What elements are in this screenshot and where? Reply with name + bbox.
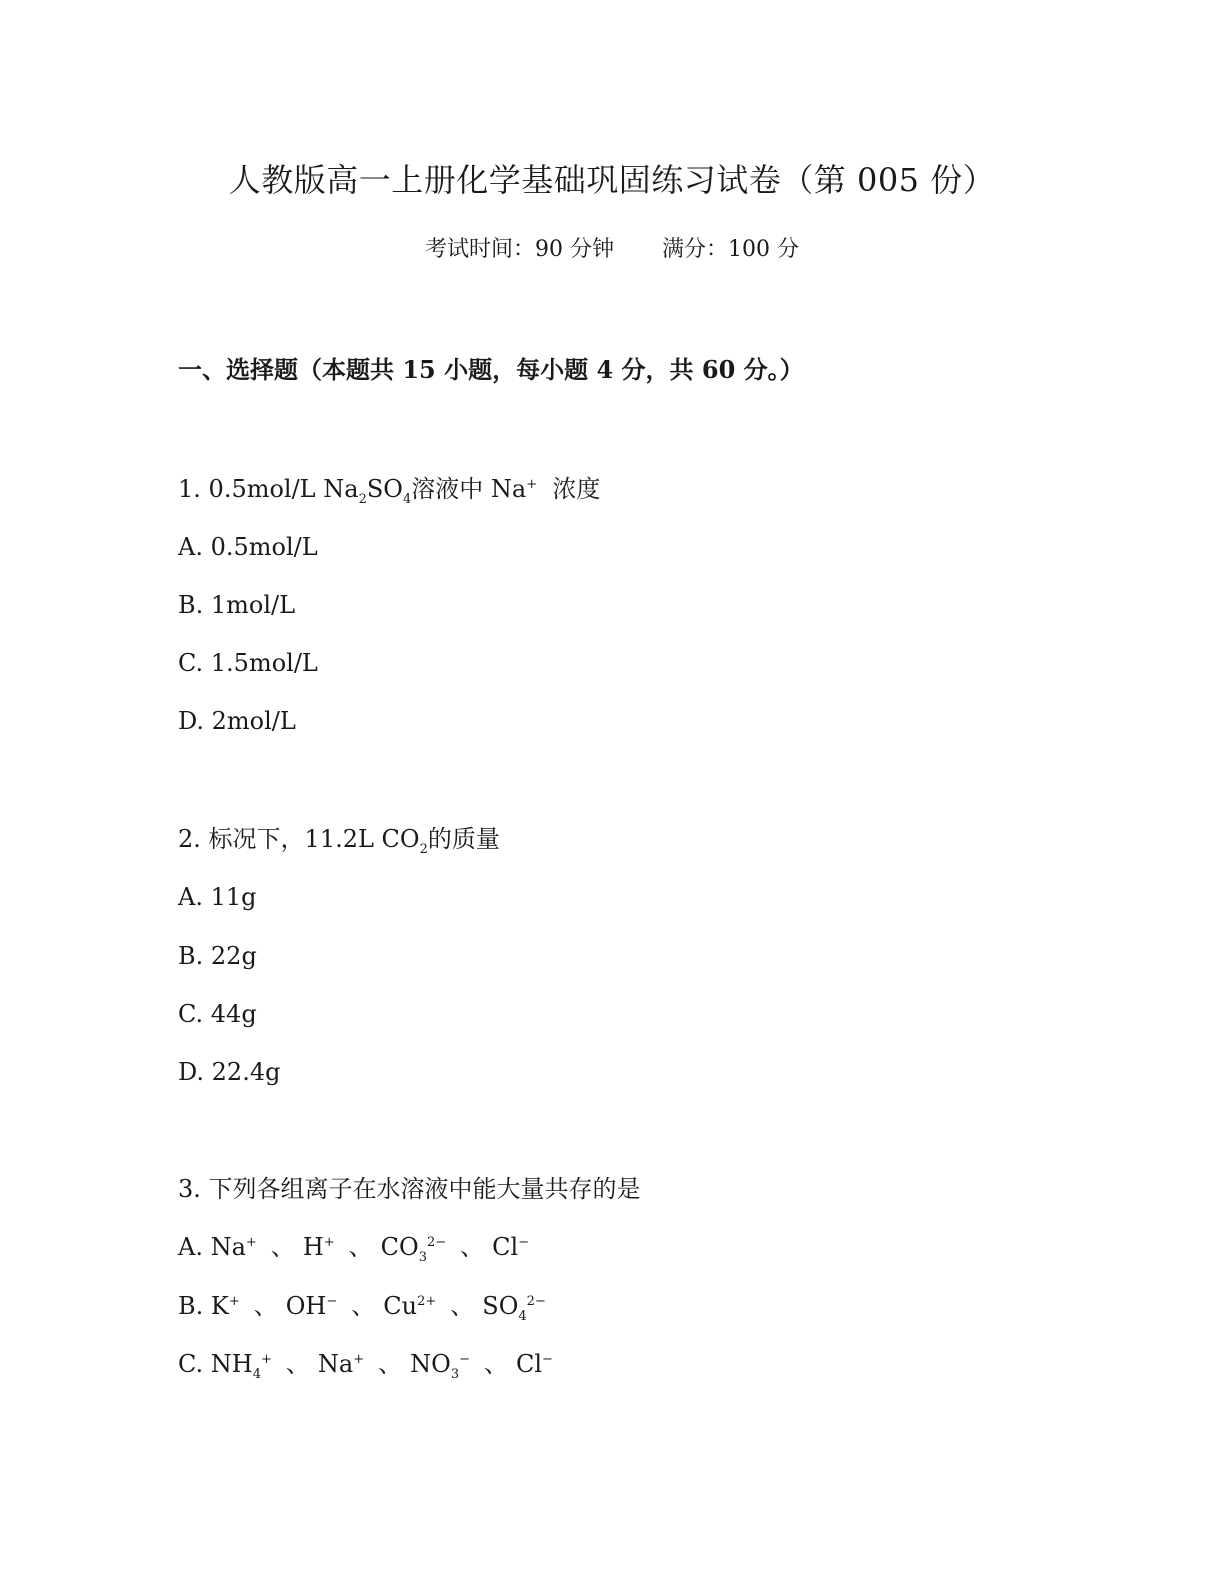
question-3-stem [178, 1172, 641, 1206]
ion: Na+ [210, 1233, 257, 1261]
option-text: 11g [210, 883, 257, 911]
question-1-stem [178, 472, 600, 506]
section-heading: 一、选择题（本题共 15 小题，每小题 4 分，共 60 分。） [178, 355, 804, 384]
q3-option-b[interactable] [178, 1289, 546, 1323]
q1-sub-a: 2 [358, 491, 367, 507]
ion-separator: 、 [450, 1292, 475, 1320]
ion-separator: 、 [484, 1350, 508, 1378]
ion: Cl− [492, 1233, 530, 1261]
ion: H+ [302, 1233, 335, 1261]
ion: OH− [285, 1292, 338, 1320]
q2-option-c[interactable] [178, 997, 257, 1031]
ion-separator: 、 [460, 1233, 485, 1261]
q1-text-b: SO [366, 475, 403, 503]
ion: $NO_3^-$ [410, 1350, 470, 1382]
option-text: 44g [210, 1000, 257, 1028]
option-text: 22.4g [211, 1058, 281, 1086]
q1-text-a: 0.5mol/L Na [208, 475, 359, 503]
q3-option-c[interactable] [178, 1347, 553, 1381]
q1-text-c: 溶液中 Na [411, 475, 527, 503]
q2-option-d[interactable] [178, 1055, 280, 1089]
option-key: A. [178, 1233, 203, 1261]
option-text: 1mol/L [210, 591, 296, 619]
ion-separator: 、 [351, 1292, 376, 1320]
exam-time-unit: 分钟 [569, 237, 614, 262]
ion: Cl− [516, 1350, 553, 1378]
question-2-stem [178, 822, 500, 856]
q3-option-a[interactable] [178, 1230, 529, 1264]
ion-separator: 、 [285, 1350, 310, 1378]
q1-text-d: 浓度 [552, 475, 601, 503]
ion: $CO_3^{2-}$ [380, 1233, 447, 1265]
q2-sub-a: 2 [419, 841, 428, 857]
q3-stem-text: 下列各组离子在水溶液中能大量共存的是 [208, 1175, 641, 1203]
q1-option-d[interactable] [178, 704, 296, 738]
ion: K+ [210, 1292, 240, 1320]
ion-separator: 、 [270, 1233, 295, 1261]
question-number: 2. [178, 825, 201, 853]
q1-option-a[interactable] [178, 530, 318, 564]
option-key: D. [178, 1058, 205, 1086]
page-title: 人教版高一上册化学基础巩固练习试卷（第 005 份） [228, 161, 996, 199]
option-key: B. [178, 591, 204, 619]
q1-option-b[interactable] [178, 588, 295, 622]
option-key: A. [178, 533, 203, 561]
option-key: B. [178, 1292, 204, 1320]
ion: $Cu^{2+}$ [383, 1292, 437, 1320]
option-key: C. [178, 1000, 204, 1028]
exam-time-value: 90 [534, 237, 563, 262]
q1-sub-b: 4 [402, 491, 412, 507]
option-text: 0.5mol/L [210, 533, 318, 561]
q2-text-b: 的质量 [427, 825, 500, 853]
question-number: 3. [178, 1175, 201, 1203]
question-number: 1. [178, 475, 201, 503]
q2-option-a[interactable] [178, 880, 257, 914]
q1-sup-c: + [526, 477, 538, 492]
ion-separator: 、 [348, 1233, 373, 1261]
full-score-label: 满分： [662, 237, 729, 262]
ion-separator: 、 [253, 1292, 278, 1320]
ion: Na+ [317, 1350, 365, 1378]
ion: $SO_4^{2-}$ [482, 1292, 546, 1324]
option-key: A. [178, 883, 203, 911]
exam-info [0, 234, 1224, 266]
option-text: 1.5mol/L [210, 649, 318, 677]
option-key: C. [178, 649, 204, 677]
option-key: C. [178, 1350, 204, 1378]
full-score-unit: 分 [777, 237, 800, 262]
ion: $NH_4^+$ [210, 1350, 272, 1382]
q2-text-a: 标况下，11.2L CO [208, 825, 420, 853]
q1-option-c[interactable] [178, 646, 318, 680]
ion-separator: 、 [378, 1350, 403, 1378]
full-score-value: 100 [728, 237, 771, 262]
option-text: 2mol/L [211, 707, 296, 735]
option-key: B. [178, 942, 204, 970]
exam-time-label: 考试时间： [424, 237, 535, 262]
q2-option-b[interactable] [178, 939, 257, 973]
option-text: 22g [210, 942, 257, 970]
option-key: D. [178, 707, 205, 735]
